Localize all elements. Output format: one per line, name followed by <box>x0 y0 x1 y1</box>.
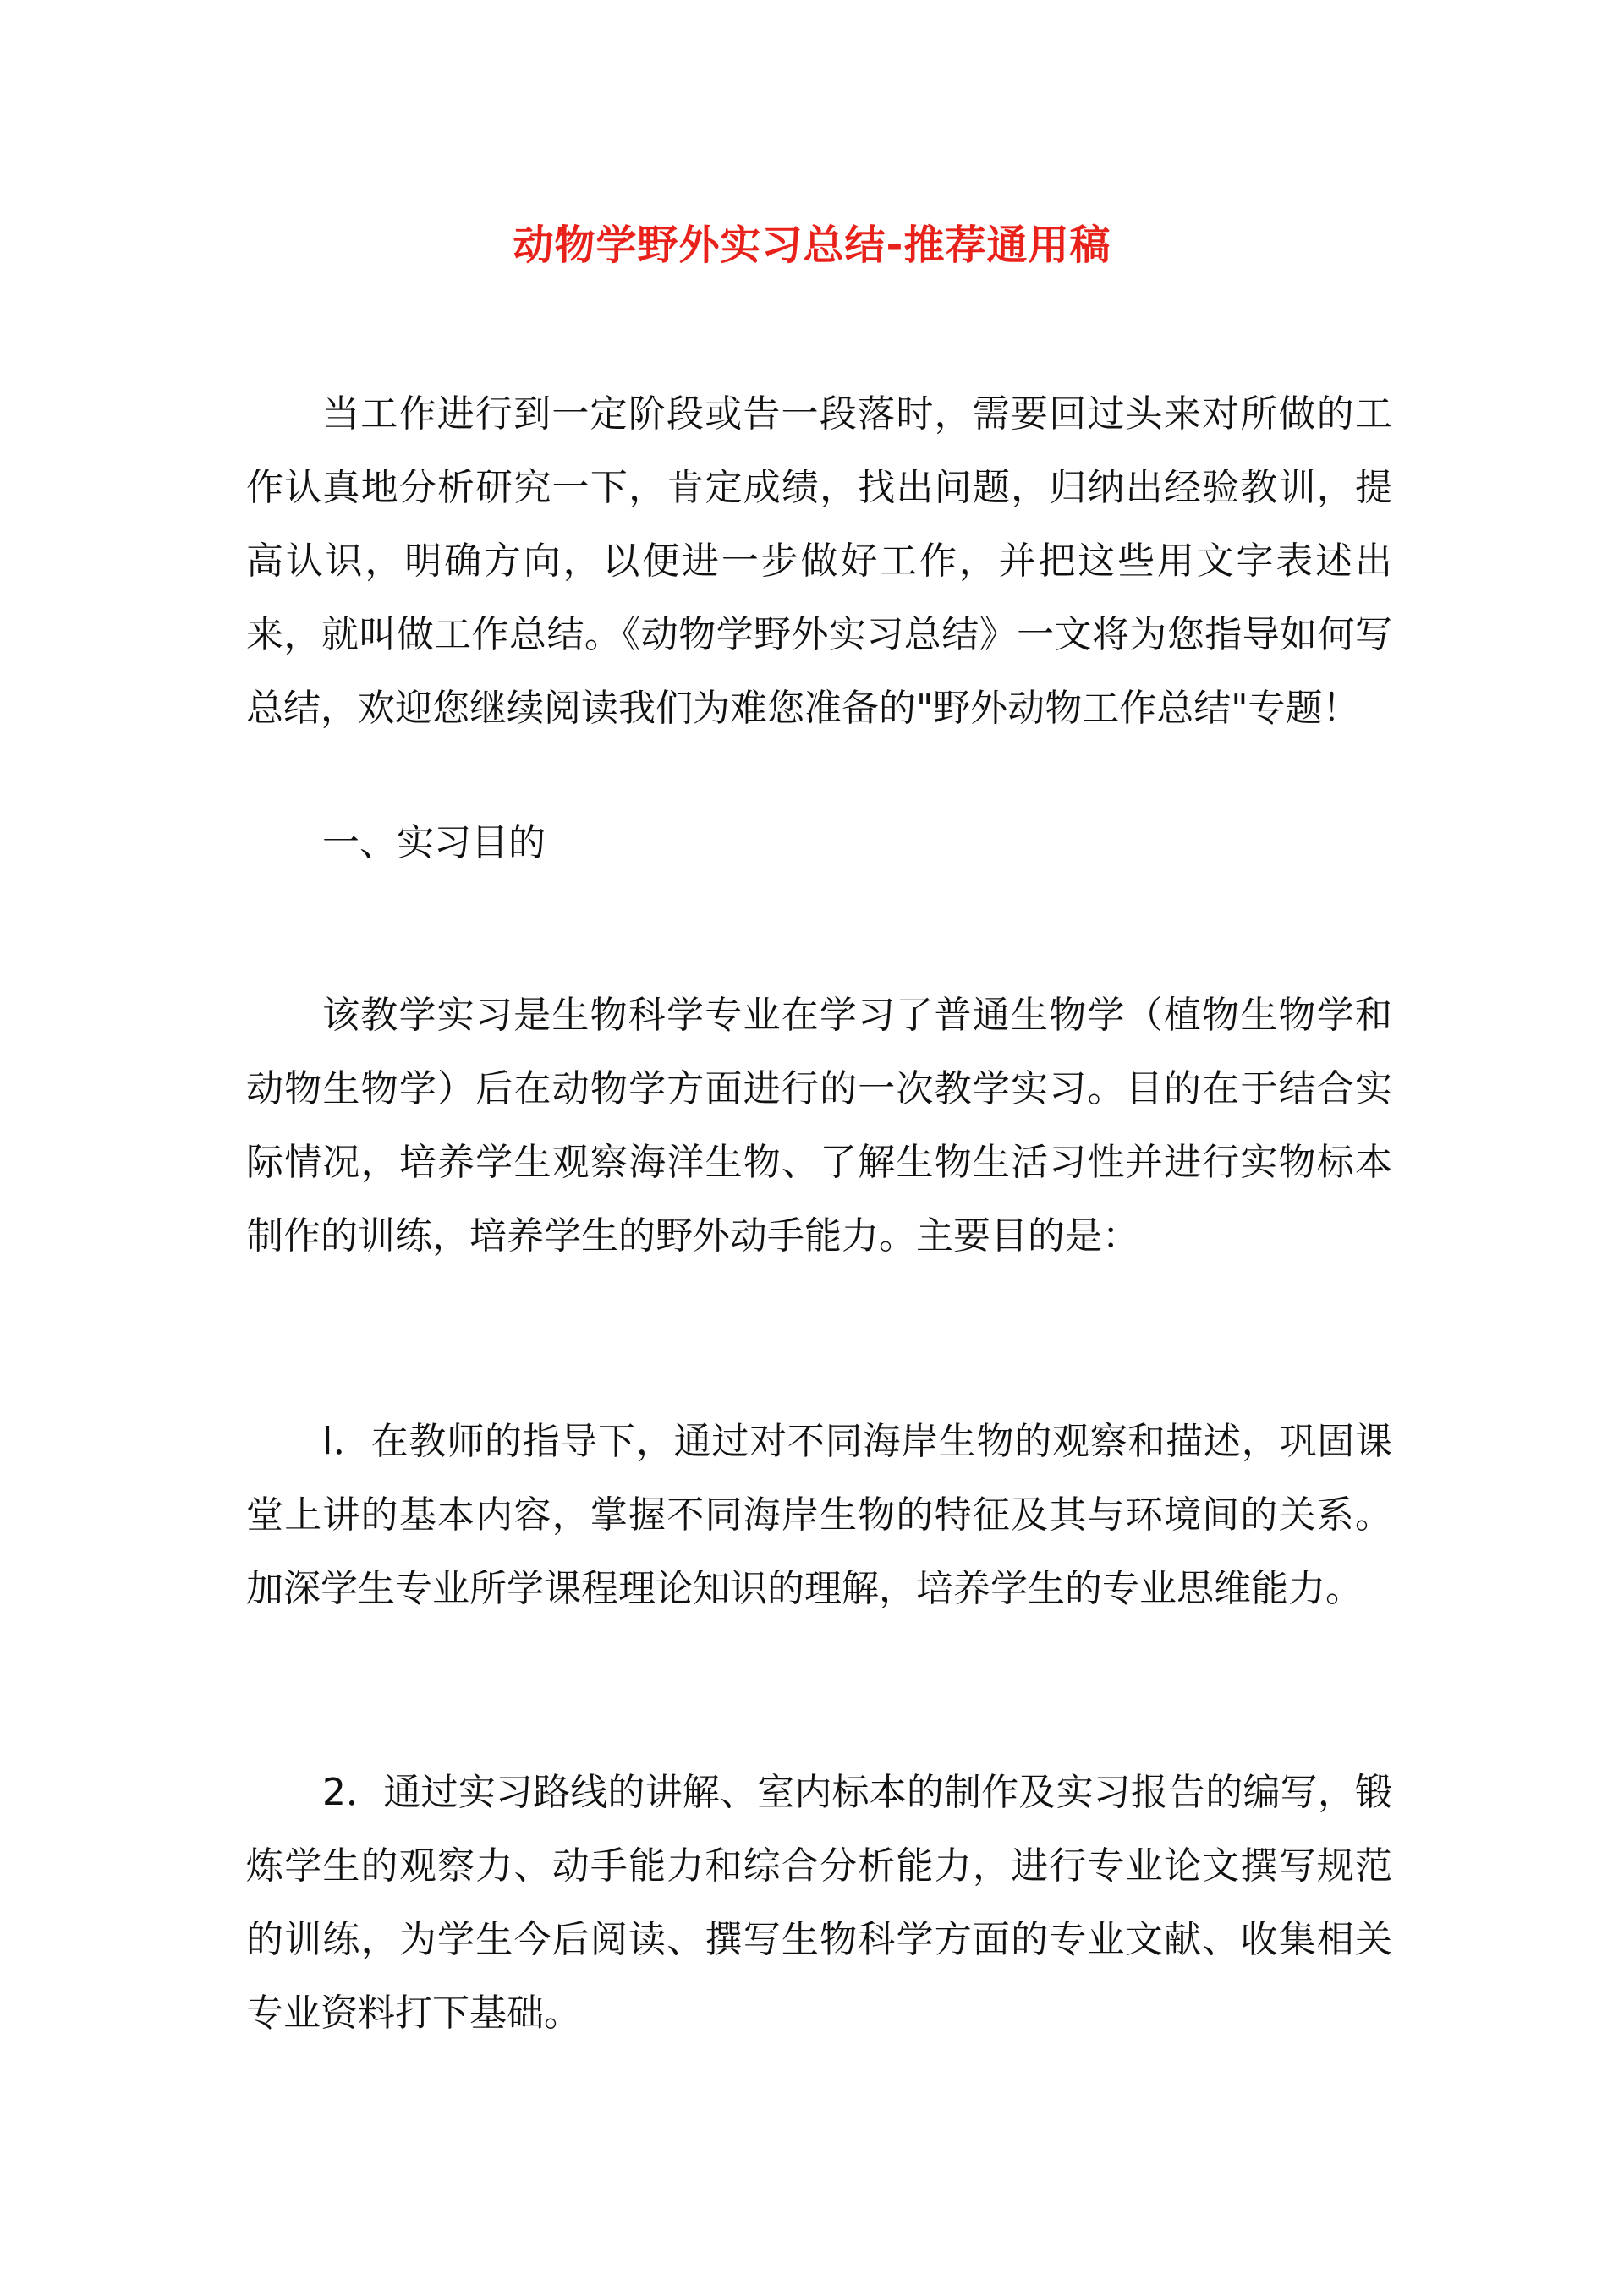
list-item-1: l．在教师的指导下，通过对不同海岸生物的观察和描述，巩固课堂上讲的基本内容，掌握不同海岸生物的特征及其与环境间的关系。加深学生专业所学课程理论知识的理解，培养学生的专业思维能力。 <box>246 1420 1392 1610</box>
purpose-paragraph: 该教学实习是生物科学专业在学习了普通生物学（植物生物学和动物生物学）后在动物学方面进行的一次教学实习。目的在于结合实际情况，培养学生观察海洋生物、了解生物生活习性并进行实物标本制作的训练，培养学生的野外动手能力。主要目的是： <box>246 994 1392 1258</box>
document-title: 动物学野外实习总结-推荐通用稿 <box>513 222 1111 269</box>
list-item-2: 2．通过实习路线的讲解、室内标本的制作及实习报告的编写，锻炼学生的观察力、动手能力和综合分析能力，进行专业论文撰写规范的训练，为学生今后阅读、撰写生物科学方面的专业文献、收集相关专业资料打下基础。 <box>246 1771 1392 2035</box>
section-heading: 一、实习目的 <box>322 821 546 864</box>
intro-paragraph: 当工作进行到一定阶段或告一段落时，需要回过头来对所做的工作认真地分析研究一下，肯定成绩，找出问题，归纳出经验教训，提高认识，明确方向，以便进一步做好工作，并把这些用文字表述出来，就叫做工作总结。《动物学野外实习总结》一文将为您指导如何写总结，欢迎您继续阅读我们为难您准备的"野外动物工作总结"专题！ <box>246 392 1392 730</box>
